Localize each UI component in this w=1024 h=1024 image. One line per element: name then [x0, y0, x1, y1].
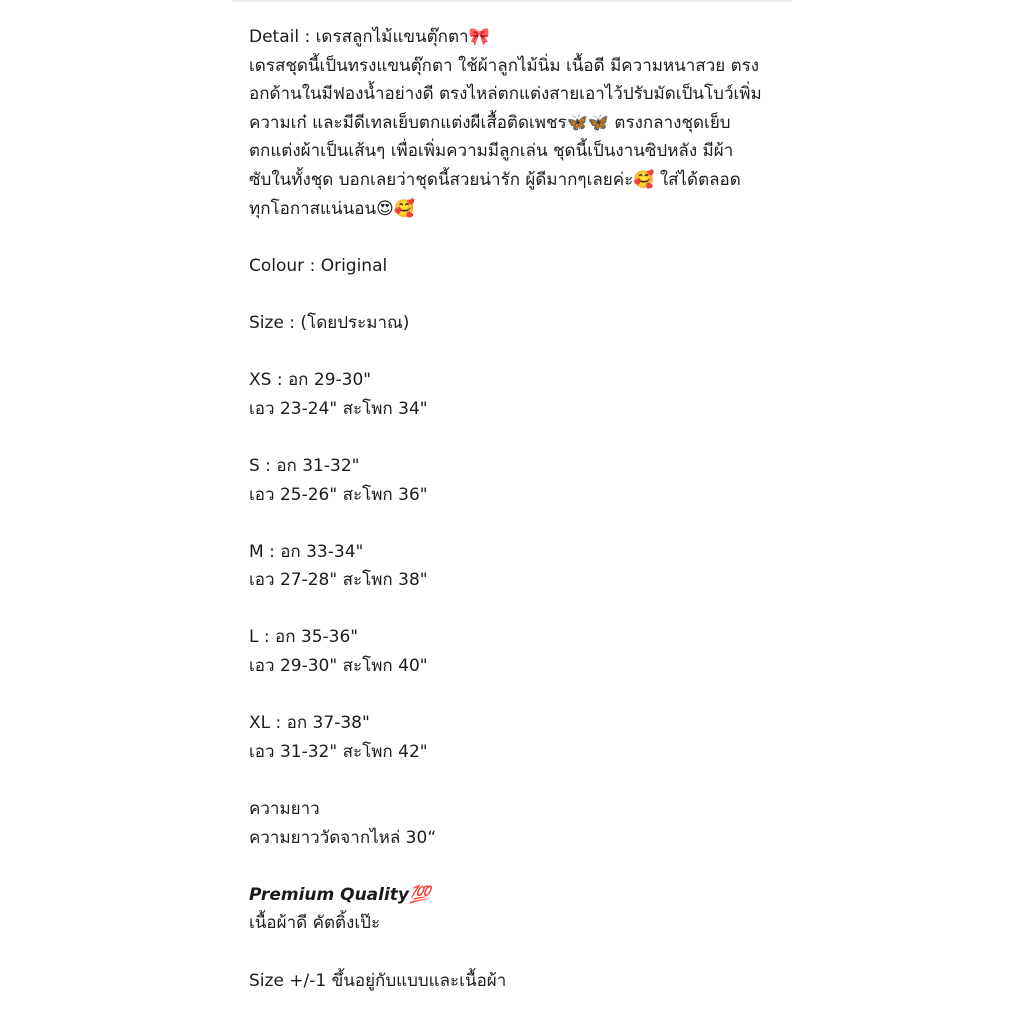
size-xs-waist-hip: เอว 23-24" สะโพก 34" — [249, 398, 428, 419]
colour-line: Colour : Original — [249, 255, 388, 276]
spacer — [249, 595, 789, 624]
length-title: ความยาว — [249, 799, 320, 820]
description-text-block — [249, 23, 789, 995]
size-s-chest: S : อก 31-32" — [249, 455, 360, 476]
spacer — [249, 280, 789, 309]
detail-line-5: ตกแต่งผ้าเป็นเส้นๆ เพื่อเพิ่มความมีลูกเล่น ชุดนี้เป็นงานซิปหลัง มีผ้า — [249, 141, 734, 162]
spacer — [249, 509, 789, 538]
size-s-waist-hip: เอว 25-26" สะโพก 36" — [249, 484, 428, 505]
detail-line-4: ความเก๋ และมีดีเทลเย็บตกแต่งผีเสื้อติดเพชร🦋🦋 ตรงกลางชุดเย็บ — [249, 112, 731, 133]
spacer — [249, 338, 789, 367]
detail-line-2: เดรสชุดนี้เป็นทรงแขนตุ๊กตา ใช้ผ้าลูกไม้นิ่ม เนื้อดี มีความหนาสวย ตรง — [249, 55, 760, 76]
detail-line-7: ทุกโอกาสแน่นอน😍🥰 — [249, 198, 415, 219]
size-xl-waist-hip: เอว 31-32" สะโพก 42" — [249, 741, 428, 762]
spacer — [249, 852, 789, 881]
premium-quality-heading: Premium Quality💯 — [249, 884, 431, 905]
size-m-chest: M : อก 33-34" — [249, 541, 364, 562]
detail-line-6: ซับในทั้งชุด บอกเลยว่าชุดนี้สวยน่ารัก ผู้ดีมากๆเลยค่ะ🥰 ใส่ได้ตลอด — [249, 169, 741, 190]
spacer — [249, 223, 789, 252]
spacer — [249, 938, 789, 967]
top-divider — [232, 0, 792, 2]
size-l-waist-hip: เอว 29-30" สะโพก 40" — [249, 656, 428, 677]
spacer — [249, 423, 789, 452]
spacer — [249, 681, 789, 710]
detail-line-1: Detail : เดรสลูกไม้แขนตุ๊กตา🎀 — [249, 27, 490, 47]
size-l-chest: L : อก 35-36" — [249, 627, 359, 648]
size-tolerance-note: Size +/-1 ขึ้นอยู่กับแบบและเนื้อผ้า — [249, 970, 507, 991]
detail-line-3: อกด้านในมีฟองน้ำอย่างดี ตรงไหล่ตกแต่งสายเอาไว้ปรับมัดเป็นโบว์เพิ่ม — [249, 84, 762, 105]
size-header: Size : (โดยประมาณ) — [249, 312, 410, 333]
spacer — [249, 766, 789, 795]
size-xl-chest: XL : อก 37-38" — [249, 713, 370, 734]
size-m-waist-hip: เอว 27-28" สะโพก 38" — [249, 570, 428, 591]
quality-description: เนื้อผ้าดี คัตติ้งเป๊ะ — [249, 913, 381, 934]
size-xs-chest: XS : อก 29-30" — [249, 370, 372, 391]
length-value: ความยาววัดจากไหล่ 30“ — [249, 827, 437, 848]
